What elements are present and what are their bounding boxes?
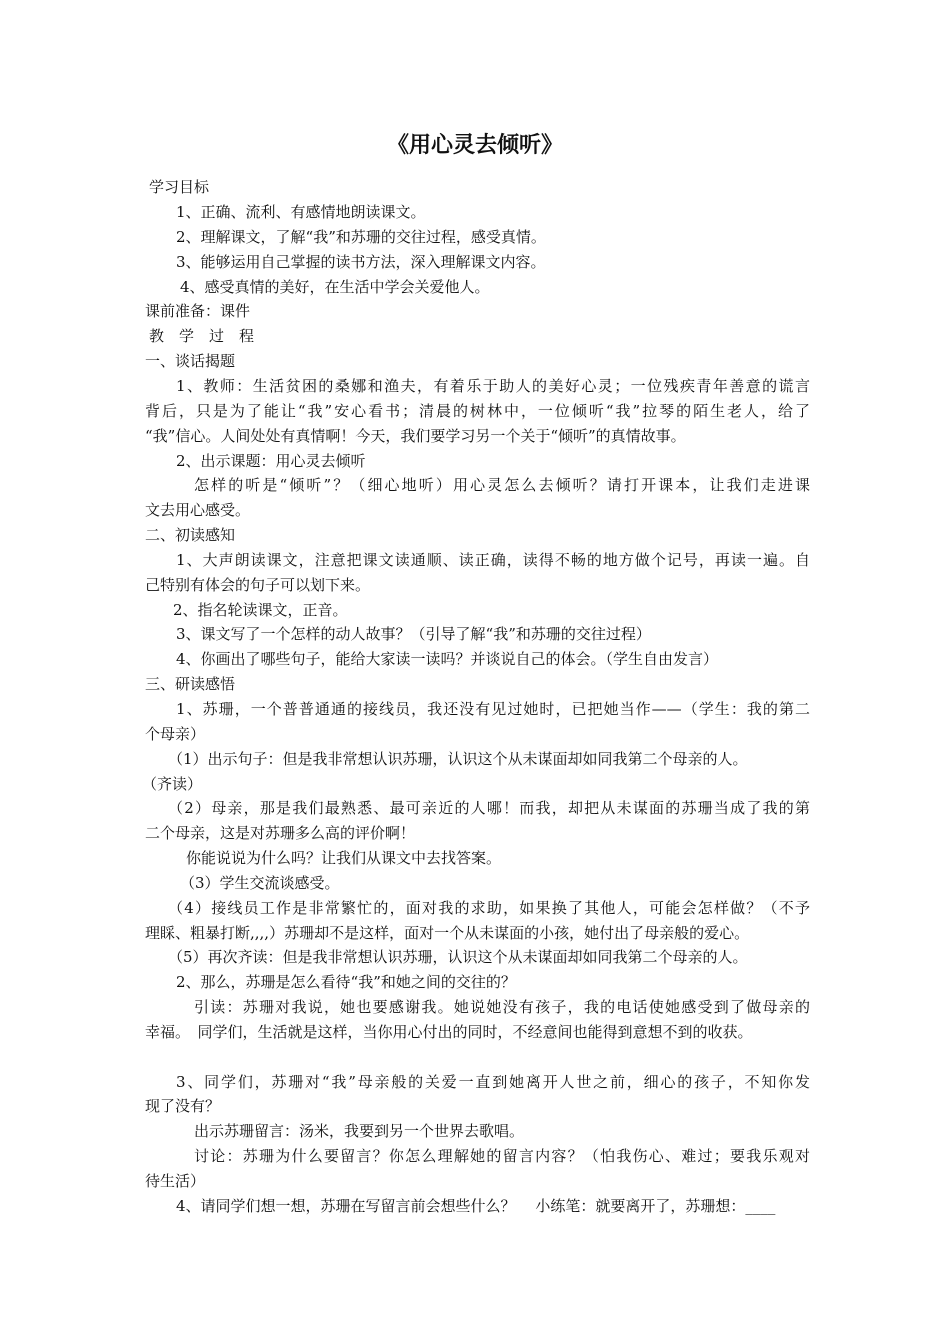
- paragraph-line: “我”信心。人间处处有真情啊！今天，我们要学习另一个关于“倾听”的真情故事。: [145, 427, 686, 445]
- paragraph-line: （4）接线员工作是非常繁忙的，面对我的求助，如果换了其他人，可能会怎样做？（不予: [168, 899, 810, 917]
- objective-item: 1、正确、流利、有感情地朗读课文。: [176, 203, 426, 221]
- preparation-line: 课前准备：课件: [145, 302, 251, 320]
- section-heading-objectives: 学习目标: [149, 178, 210, 196]
- paragraph-line: 己特别有体会的句子可以划下来。: [145, 576, 371, 594]
- objective-item: 2、理解课文，了解“我”和苏珊的交往过程，感受真情。: [176, 228, 546, 246]
- paragraph-line: 1、教师：生活贫困的桑娜和渔夫，有着乐于助人的美好心灵；一位残疾青年善意的谎言: [176, 377, 810, 395]
- paragraph-line: （1）出示句子：但是我非常想认识苏珊，认识这个从未谋面却如同我第二个母亲的人。: [168, 750, 748, 768]
- paragraph-line: 讨论：苏珊为什么要留言？你怎么理解她的留言内容？（怕我伤心、难过；要我乐观对: [194, 1147, 810, 1165]
- paragraph-line: 4、请同学们想一想，苏珊在写留言前会想些什么？ 小练笔：就要离开了，苏珊想：____: [176, 1197, 776, 1215]
- paragraph-line: 二个母亲，这是对苏珊多么高的评价啊！: [145, 824, 416, 842]
- paragraph-line: 1、大声朗读课文，注意把课文读通顺、读正确，读得不畅的地方做个记号，再读一遍。自: [176, 551, 810, 569]
- paragraph-line: （齐读）: [142, 775, 203, 793]
- section-heading-process: 教 学 过 程: [149, 327, 255, 345]
- paragraph-line: 2、那么，苏珊是怎么看待“我”和她之间的交往的？: [176, 973, 516, 991]
- paragraph-line: （3）学生交流谈感受。: [180, 874, 340, 892]
- paragraph-line: 文去用心感受。: [145, 501, 251, 519]
- paragraph-line: 理睬、粗暴打断,,,,）苏珊却不是这样，面对一个从未谋面的小孩，她付出了母亲般的爱心。: [145, 924, 750, 942]
- paragraph-line: 怎样的听是“倾听”？（细心地听）用心灵怎么去倾听？请打开课本，让我们走进课: [194, 476, 810, 494]
- paragraph-line: 1、苏珊，一个普普通通的接线员，我还没有见过她时，已把她当作——（学生：我的第二: [176, 700, 810, 718]
- paragraph-line: 3、课文写了一个怎样的动人故事？（引导了解“我”和苏珊的交往过程）: [176, 625, 651, 643]
- section-heading: 三、研读感悟: [145, 675, 236, 693]
- paragraph-line: 引读：苏珊对我说，她也要感谢我。她说她没有孩子，我的电话使她感受到了做母亲的: [194, 998, 810, 1016]
- paragraph-line: 4、你画出了哪些句子，能给大家读一读吗？并谈说自己的体会。（学生自由发言）: [176, 650, 719, 668]
- objective-item: 3、能够运用自己掌握的读书方法，深入理解课文内容。: [176, 253, 546, 271]
- paragraph-line: 你能说说为什么吗？让我们从课文中去找答案。: [186, 849, 502, 867]
- paragraph-line: 出示苏珊留言：汤米，我要到另一个世界去歌唱。: [194, 1122, 525, 1140]
- paragraph-line: 幸福。 同学们，生活就是这样，当你用心付出的同时，不经意间也能得到意想不到的收获。: [145, 1023, 753, 1041]
- paragraph-line: 待生活）: [145, 1172, 206, 1190]
- paragraph-line: 背后，只是为了能让“我”安心看书；清晨的树林中，一位倾听“我”拉琴的陌生老人，给了: [145, 402, 810, 420]
- objective-item: 4、感受真情的美好，在生活中学会关爱他人。: [180, 278, 490, 296]
- section-heading: 一、谈话揭题: [145, 352, 236, 370]
- paragraph-line: 个母亲）: [145, 725, 206, 743]
- paragraph-line: 现了没有？: [145, 1097, 221, 1115]
- paragraph-line: 3、同学们，苏珊对“我”母亲般的关爱一直到她离开人世之前，细心的孩子，不知你发: [176, 1073, 810, 1091]
- paragraph-line: 2、指名轮读课文，正音。: [173, 601, 348, 619]
- paragraph-line: （5）再次齐读：但是我非常想认识苏珊，认识这个从未谋面却如同我第二个母亲的人。: [168, 948, 748, 966]
- document-title: 《用心灵去倾听》: [386, 133, 563, 158]
- paragraph-line: （2）母亲，那是我们最熟悉、最可亲近的人哪！而我，却把从未谋面的苏珊当成了我的第: [168, 799, 810, 817]
- section-heading: 二、初读感知: [145, 526, 236, 544]
- paragraph-line: 2、出示课题：用心灵去倾听: [176, 452, 366, 470]
